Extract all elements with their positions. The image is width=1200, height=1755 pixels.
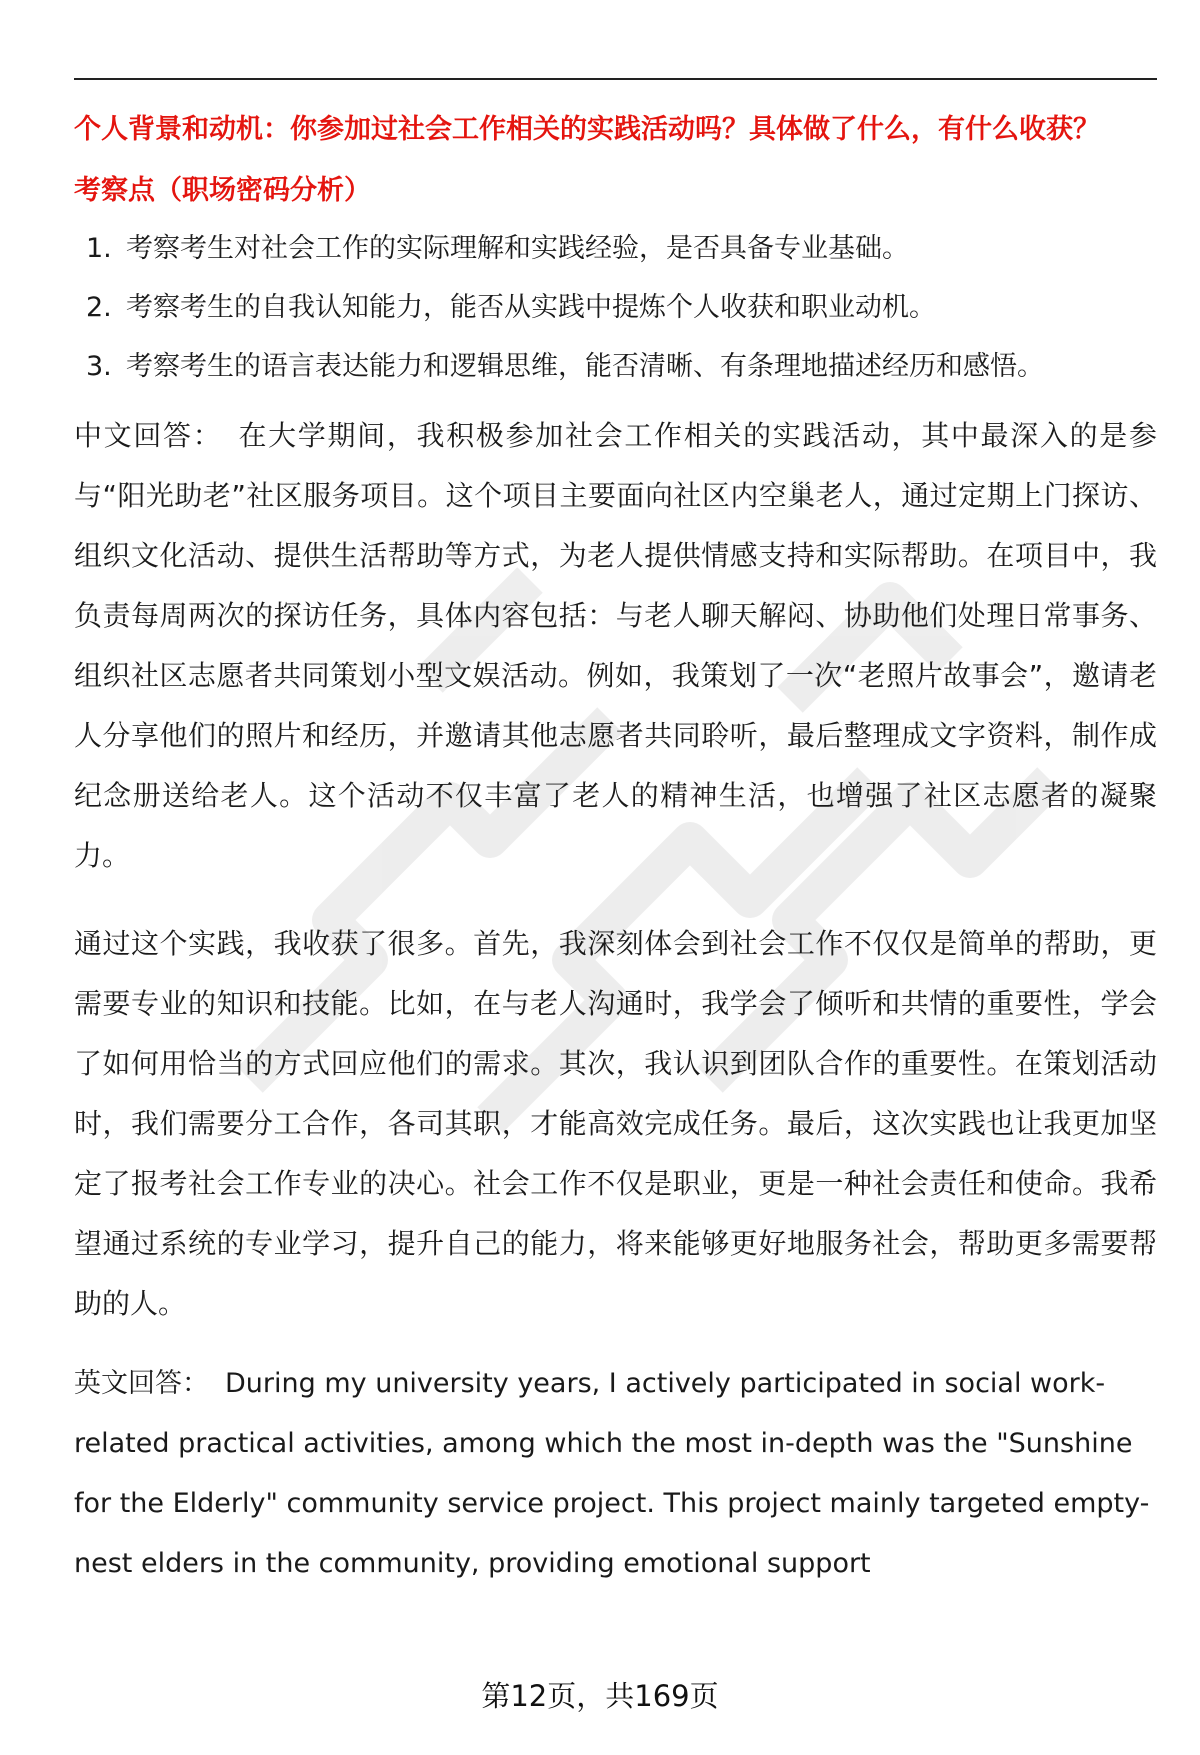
chinese-answer-text-1: 在大学期间，我积极参加社会工作相关的实践活动，其中最深入的是参与“阳光助老”社区服务项目。这个项目主要面向社区内空巢老人，通过定期上门探访、组织文化活动、提供生活帮助等方式，为老人提供情感支持和实际帮助。在项目中，我负责每周两次的探访任务，具体内容包括：与老人聊天解闷、协助他们处理日常事务、组织社区志愿者共同策划小型文娱活动。例如，我策划了一次“老照片故事会”，邀请老人分享他们的照片和经历，并邀请其他志愿者共同聆听，最后整理成文字资料，制作成纪念册送给老人。这个活动不仅丰富了老人的精神生活，也增强了社区志愿者的凝聚力。	[74, 419, 1157, 872]
chinese-answer-paragraph-1	[74, 406, 1157, 886]
question-heading: 个人背景和动机：你参加过社会工作相关的实践活动吗？具体做了什么，有什么收获？	[74, 114, 1100, 145]
list-item-text: 考察考生的自我认知能力，能否从实践中提炼个人收获和职业动机。	[126, 292, 936, 323]
page-number-footer: 第12页，共169页	[481, 1679, 719, 1713]
english-answer-label: 英文回答：	[74, 1368, 209, 1399]
assessment-points-list	[74, 229, 1157, 387]
list-item	[74, 347, 1157, 387]
english-answer-text: During my university years, I actively participated in social work-related practical activities, among which the most in-depth was the "Sunshine for the Elderly" community service project. This project mainly targeted empty-nest elders in the community, providing emotional support	[74, 1368, 1150, 1579]
section-title: 考察点（职场密码分析）	[74, 175, 371, 206]
list-item-number: 3.	[86, 351, 112, 382]
list-item	[74, 229, 1157, 269]
page-content	[74, 108, 1157, 1594]
list-item-text: 考察考生的语言表达能力和逻辑思维，能否清晰、有条理地描述经历和感悟。	[126, 351, 1044, 382]
chinese-answer-label: 中文回答：	[74, 419, 223, 452]
list-item-number: 1.	[86, 233, 112, 264]
list-item	[74, 288, 1157, 328]
list-item-number: 2.	[86, 292, 112, 323]
english-answer-paragraph	[74, 1354, 1157, 1594]
chinese-answer-paragraph-2: 通过这个实践，我收获了很多。首先，我深刻体会到社会工作不仅仅是简单的帮助，更需要专业的知识和技能。比如，在与老人沟通时，我学会了倾听和共情的重要性，学会了如何用恰当的方式回应他们的需求。其次，我认识到团队合作的重要性。在策划活动时，我们需要分工合作，各司其职，才能高效完成任务。最后，这次实践也让我更加坚定了报考社会工作专业的决心。社会工作不仅是职业，更是一种社会责任和使命。我希望通过系统的专业学习，提升自己的能力，将来能够更好地服务社会，帮助更多需要帮助的人。	[74, 927, 1157, 1320]
header-rule	[74, 78, 1157, 80]
list-item-text: 考察考生对社会工作的实际理解和实践经验，是否具备专业基础。	[126, 233, 909, 264]
